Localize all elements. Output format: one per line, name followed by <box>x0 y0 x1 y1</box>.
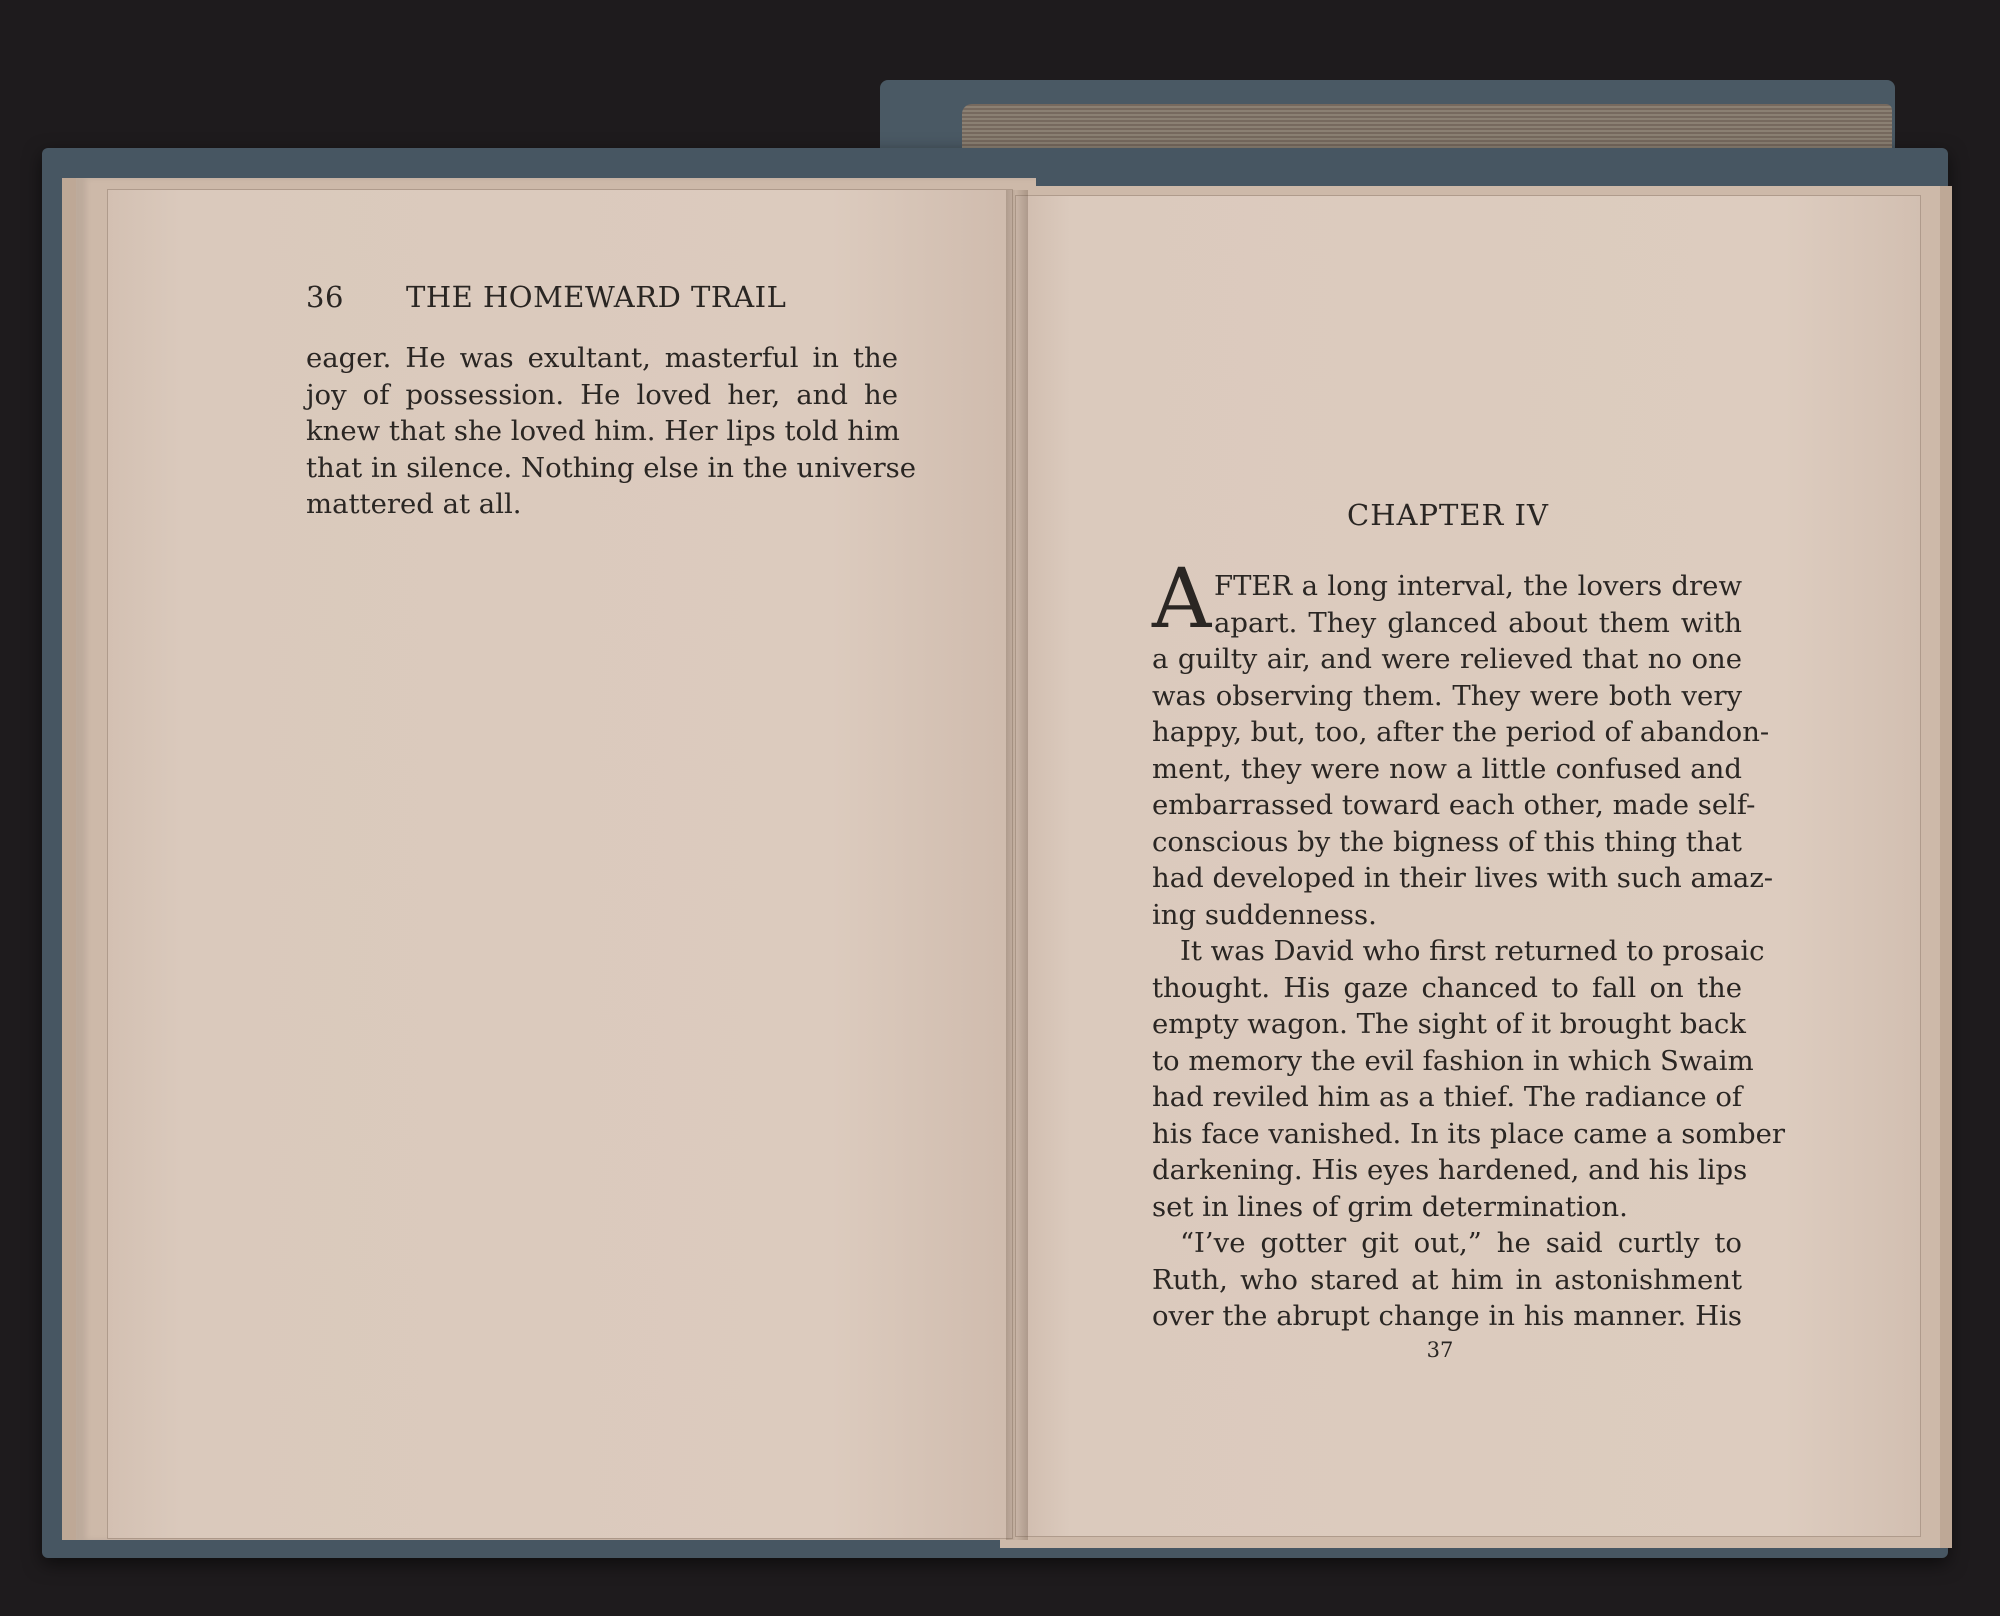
left-page-text <box>306 340 917 523</box>
text-line: his face vanished. In its place came a somber <box>1152 1117 1785 1150</box>
book-gutter <box>1006 190 1028 1540</box>
text-line: embarrassed toward each other, made self- <box>1152 789 1756 821</box>
text-line: that in silence. Nothing else in the universe <box>306 451 917 484</box>
text-line: apart. They glanced about them with <box>1214 606 1742 639</box>
running-head-title: THE HOMEWARD TRAIL <box>406 280 787 314</box>
text-line: It was David who first returned to prosaic <box>1180 935 1765 967</box>
drop-cap: A <box>1152 552 1212 647</box>
chapter-heading: CHAPTER IV <box>1347 498 1549 532</box>
text-line: Ruth, who stared at him in astonishment <box>1152 1263 1742 1296</box>
text-line: thought. His gaze chanced to fall on the <box>1152 971 1742 1004</box>
right-page-text <box>1152 552 1785 1335</box>
dropcap-block <box>1152 552 1742 647</box>
text-line: a guilty air, and were relieved that no one <box>1152 643 1742 675</box>
text-line: ment, they were now a little confused and <box>1152 752 1742 785</box>
text-line: conscious by the bigness of this thing that <box>1152 825 1742 858</box>
text-line: darkening. His eyes hardened, and his lips <box>1152 1154 1748 1186</box>
text-line: happy, but, too, after the period of abandon- <box>1152 716 1770 748</box>
text-line: mattered at all. <box>306 488 522 520</box>
text-line: set in lines of grim determination. <box>1152 1190 1628 1223</box>
text-line: “I’ve gotter git out,” he said curtly to <box>1180 1227 1742 1259</box>
text-line: knew that she loved him. Her lips told him <box>306 415 900 447</box>
text-line: had developed in their lives with such amaz- <box>1152 862 1774 894</box>
right-page-number: 37 <box>1426 1338 1454 1362</box>
running-head <box>306 280 906 314</box>
text-line: had reviled him as a thief. The radiance of <box>1152 1081 1743 1113</box>
text-line: eager. He was exultant, masterful in the <box>306 342 898 374</box>
text-line: empty wagon. The sight of it brought back <box>1152 1008 1746 1040</box>
text-line: was observing them. They were both very <box>1152 679 1742 712</box>
text-line: FTER a long interval, the lovers drew <box>1214 570 1742 602</box>
left-page-number: 36 <box>306 280 344 314</box>
text-line: joy of possession. He loved her, and he <box>306 378 898 411</box>
text-line: ing suddenness. <box>1152 898 1377 931</box>
text-line: over the abrupt change in his manner. His <box>1152 1300 1742 1332</box>
text-line: to memory the evil fashion in which Swaim <box>1152 1044 1754 1077</box>
